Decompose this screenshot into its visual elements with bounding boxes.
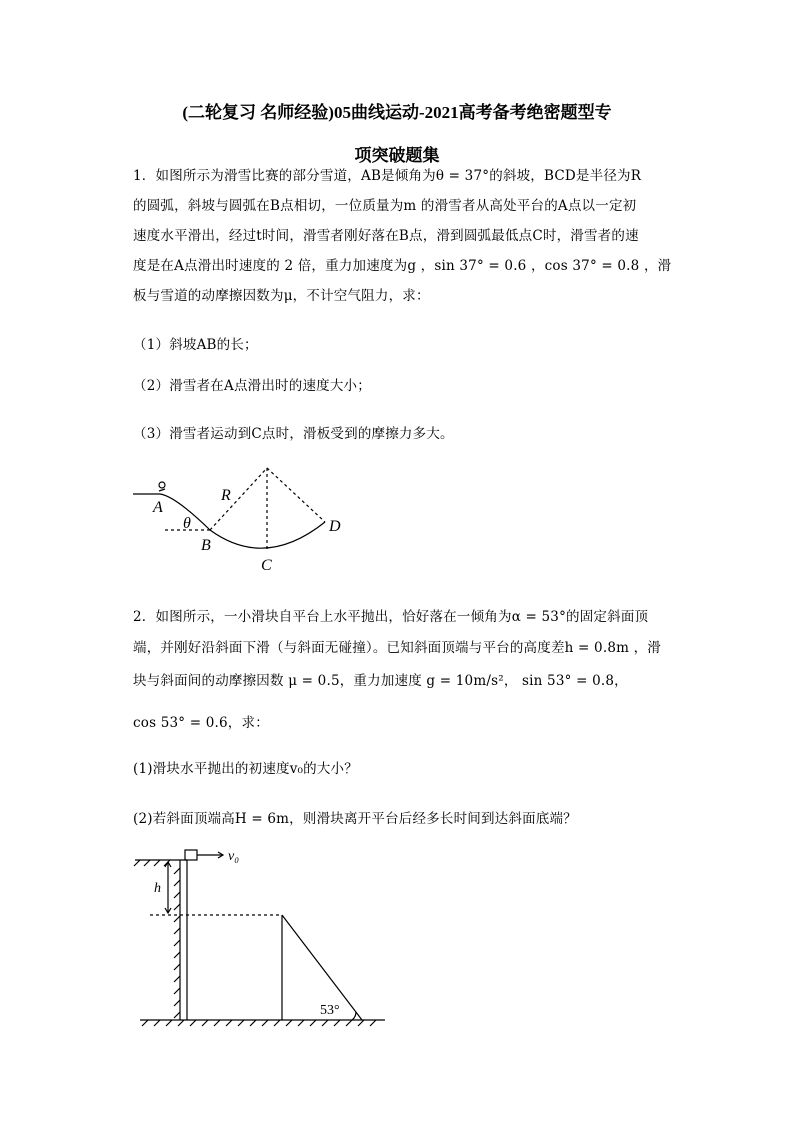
label-B: B <box>201 537 211 554</box>
q2-line: cos 53° = 0.6，求： <box>133 715 269 731</box>
label-theta: θ <box>183 515 191 532</box>
label-C: C <box>261 557 272 574</box>
label-A: A <box>153 499 163 516</box>
q2-part: (2)若斜面顶端高H = 6m，则滑块离开平台后经多长时间到达斜面底端？ <box>133 811 577 827</box>
label-angle: 53° <box>320 1003 340 1018</box>
q2-line: 端，并刚好沿斜面下滑（与斜面无碰撞）。已知斜面顶端与平台的高度差h = 0.8m ，滑 <box>133 640 661 656</box>
q1-line: 的圆弧，斜坡与圆弧在B点相切，一位质量为m 的滑雪者从高处平台的A点以一定初 <box>133 198 637 214</box>
q2-line: 块与斜面间的动摩擦因数 μ = 0.5，重力加速度 g = 10m/s²， sin 53° = 0.8， <box>133 673 628 689</box>
doc-title-line2: 项突破题集 <box>354 146 440 165</box>
incline-figure <box>130 840 400 1035</box>
q1-part: （3）滑雪者运动到C点时，滑板受到的摩擦力多大。 <box>133 426 454 442</box>
q2-line: 2．如图所示，一小滑块自平台上水平抛出，恰好落在一倾角为α = 53°的固定斜面顶 <box>133 609 649 625</box>
label-R: R <box>221 487 231 504</box>
q1-part: （2）滑雪者在A点滑出时的速度大小； <box>133 378 371 394</box>
q1-part: （1）斜坡AB的长； <box>133 337 258 353</box>
doc-title-line1: (二轮复习 名师经验)05曲线运动-2021高考备考绝密题型专 <box>182 103 612 122</box>
q1-line: 速度水平滑出，经过t时间，滑雪者刚好落在B点，滑到圆弧最低点C时，滑雪者的速 <box>133 228 639 244</box>
q1-line: 1．如图所示为滑雪比赛的部分雪道，AB是倾角为θ = 37°的斜坡，BCD是半径为R <box>133 168 642 184</box>
label-v0: v₀ <box>228 849 240 864</box>
label-D: D <box>329 518 341 535</box>
ski-slope-figure <box>125 460 365 575</box>
q1-line: 板与雪道的动摩擦因数为μ，不计空气阻力，求： <box>133 288 430 304</box>
q2-part: (1)滑块水平抛出的初速度v₀的大小？ <box>133 761 358 777</box>
q1-line: 度是在A点滑出时速度的 2 倍，重力加速度为g ，sin 37° = 0.6 ，cos 37° = 0.8 ，滑 <box>133 258 672 274</box>
label-h: h <box>154 881 161 896</box>
